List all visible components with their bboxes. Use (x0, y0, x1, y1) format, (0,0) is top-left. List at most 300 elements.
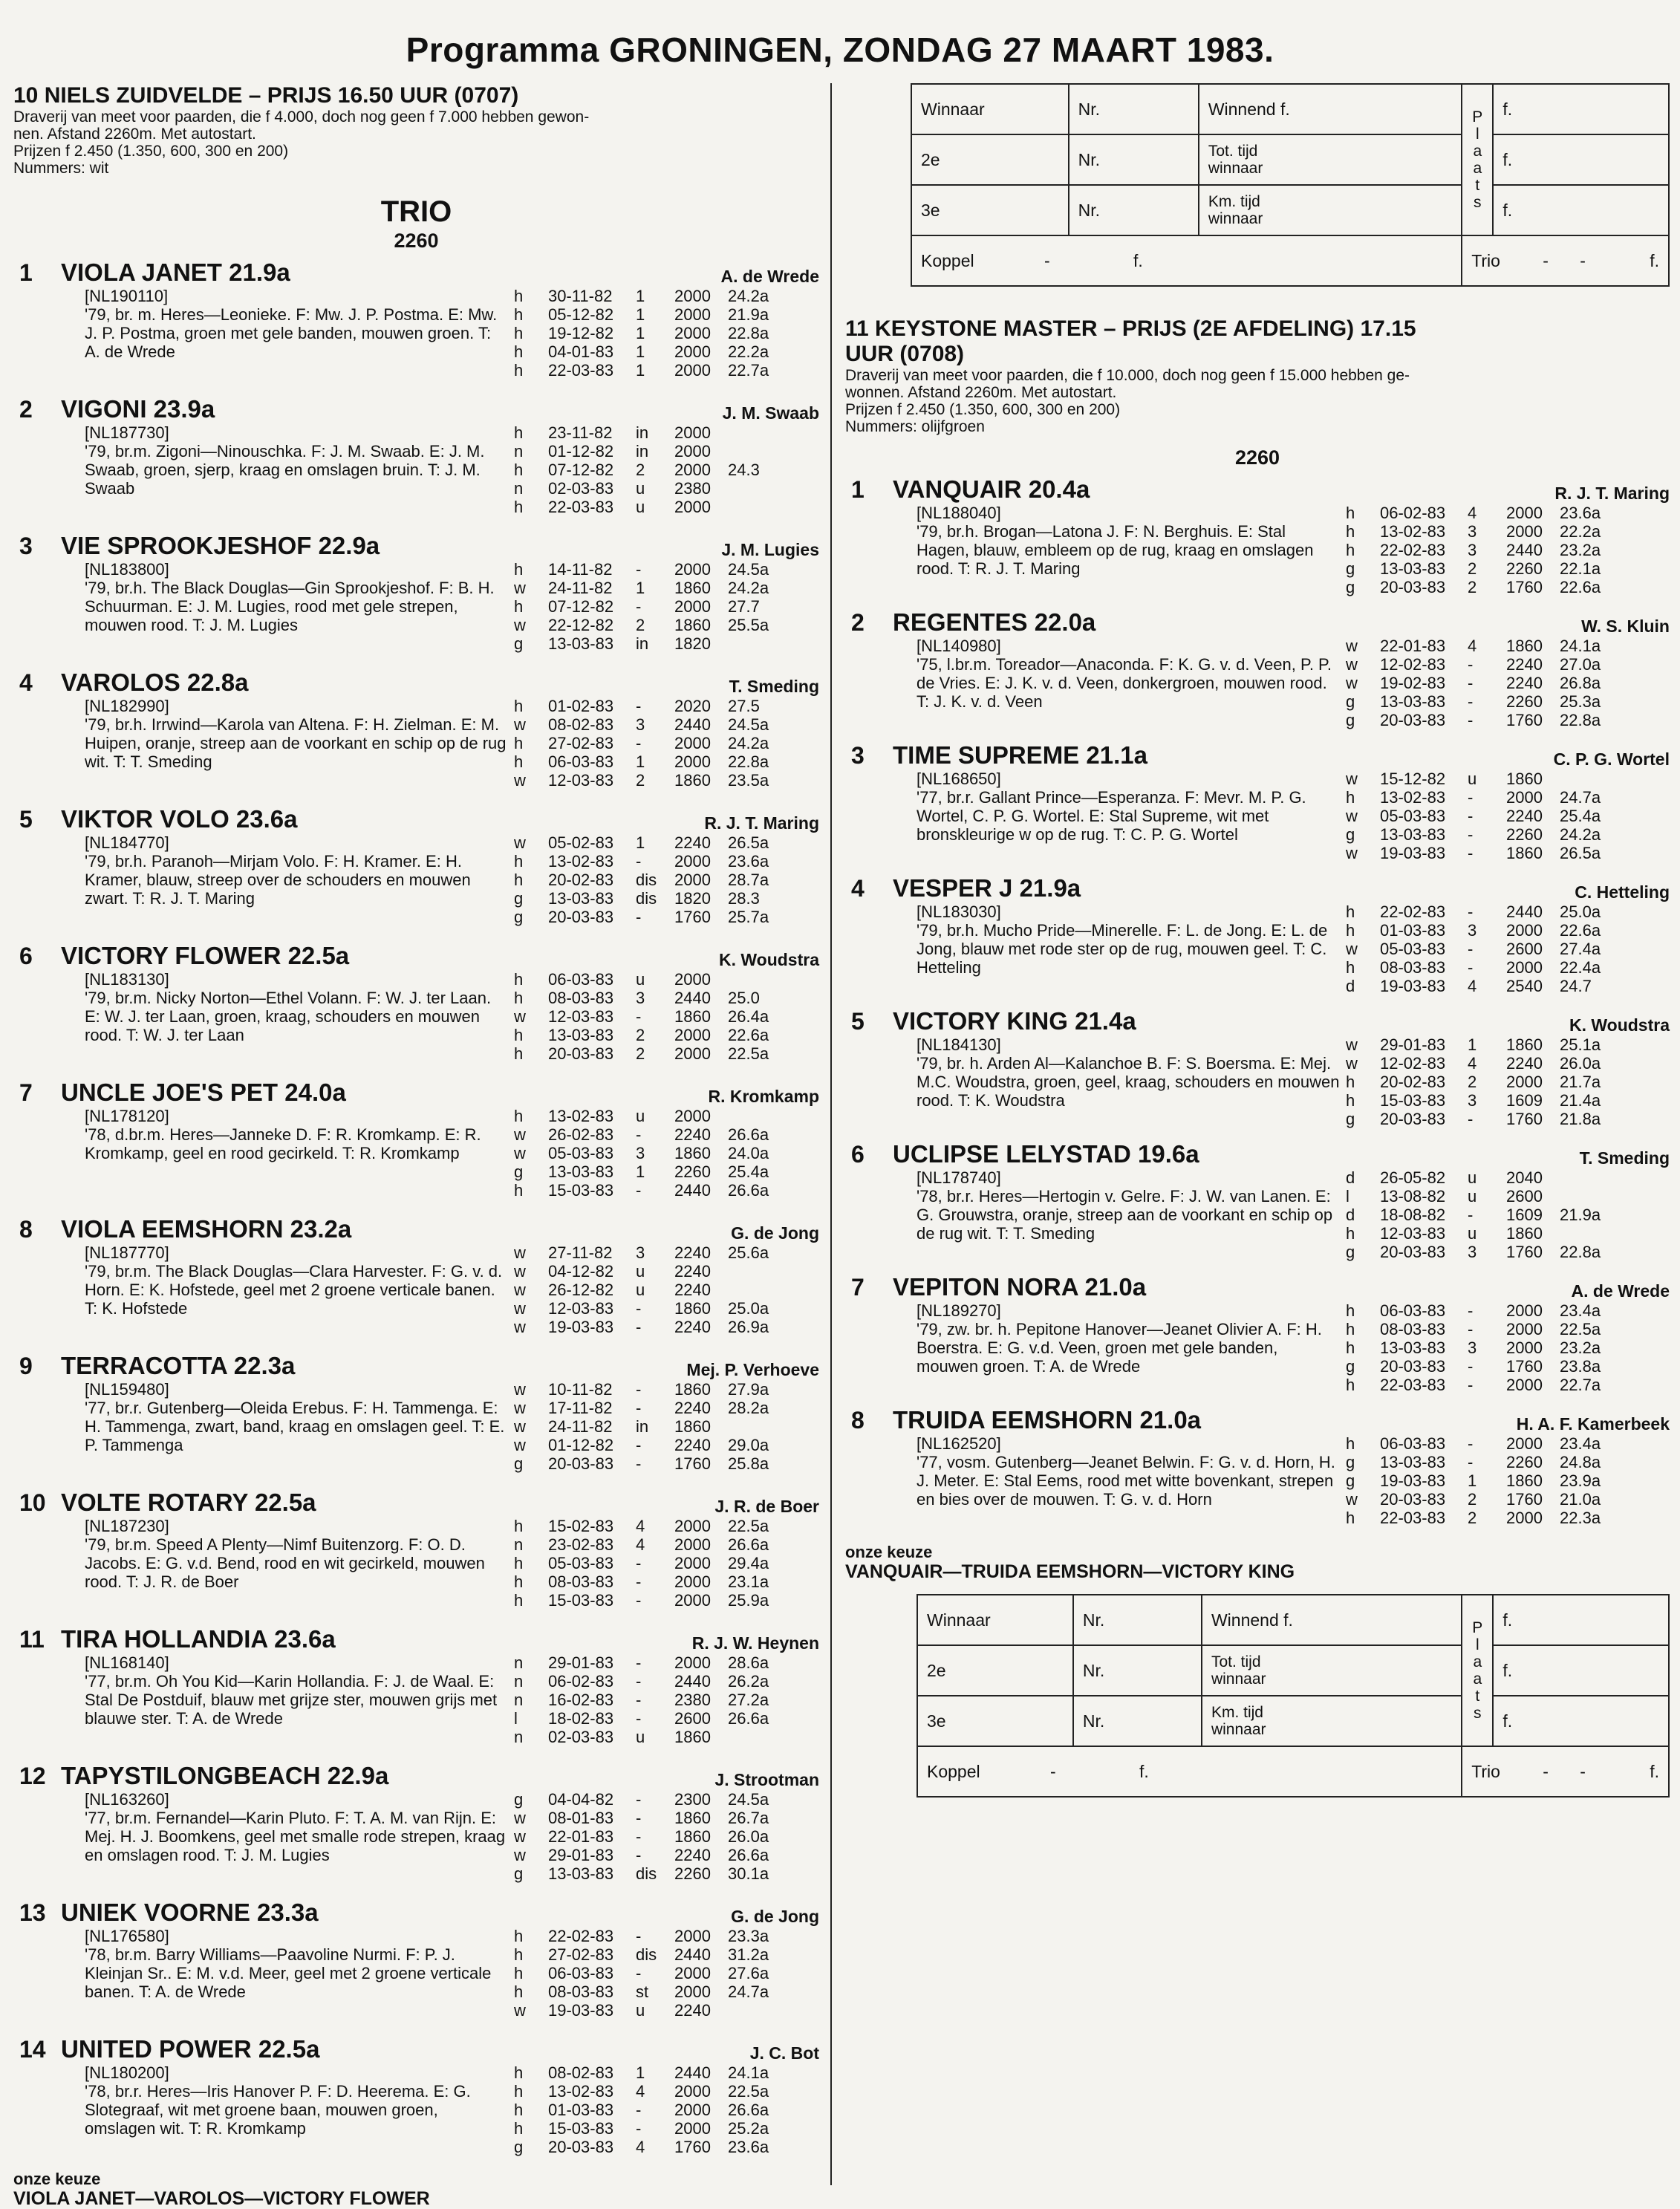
run-time: 22.5a (1560, 1320, 1601, 1338)
track-code: h (1346, 1320, 1355, 1338)
run-time: 22.1a (1560, 559, 1601, 578)
run-time: 26.6a (728, 1181, 769, 1200)
placing: dis (636, 1864, 657, 1883)
run-row (1346, 1509, 1619, 1527)
horse-description (916, 504, 1340, 596)
placing: - (1468, 1206, 1474, 1224)
placing: - (1468, 655, 1474, 674)
run-time (1560, 1187, 1619, 1206)
track-code: g (1346, 1110, 1355, 1128)
race-11-keuze (845, 1543, 1670, 1582)
placing: 2 (636, 616, 645, 634)
track-code: h (1346, 1509, 1355, 1527)
entry-header (13, 2034, 819, 2063)
horse-entry (13, 530, 819, 653)
track-code: d (1346, 977, 1355, 995)
run-time: 28.2a (728, 1399, 769, 1417)
track-code: h (514, 361, 524, 380)
run-date: 20-03-83 (1380, 1110, 1446, 1128)
race-11-title-cont: UUR (0708) (845, 342, 965, 366)
track-code: l (514, 1709, 518, 1728)
run-row (514, 342, 787, 361)
entry-body (13, 1243, 819, 1336)
run-time: 31.2a (728, 1945, 769, 1964)
run-row (514, 2001, 787, 2020)
run-time: 22.3a (1560, 1509, 1601, 1527)
run-date: 02-03-83 (548, 479, 614, 498)
result-row-bets (917, 1746, 1669, 1797)
run-row (1346, 1091, 1619, 1110)
horse-name: REGENTES 22.0a (893, 608, 1096, 636)
registration-code: [NL159480] (85, 1380, 169, 1399)
horse-name: TRUIDA EEMSHORN 21.0a (893, 1406, 1202, 1434)
result-row (911, 134, 1669, 185)
run-date: 13-03-83 (548, 1026, 614, 1044)
placing: - (636, 908, 642, 926)
track-code: h (1346, 788, 1355, 807)
run-time: 22.4a (1560, 958, 1601, 977)
run-distance: 2000 (1506, 1376, 1543, 1394)
run-distance: 2000 (1506, 1320, 1543, 1338)
run-distance: 2000 (674, 970, 711, 989)
track-code: g (1346, 825, 1355, 844)
placing: 1 (636, 324, 645, 342)
run-date: 26-02-83 (548, 1125, 614, 1144)
track-code: n (514, 1653, 524, 1672)
start-number: 5 (851, 1008, 865, 1035)
plaats-letter: l (1475, 126, 1479, 143)
run-date: 19-03-83 (548, 1318, 614, 1336)
trainer-name: C. P. G. Wortel (1553, 749, 1670, 769)
run-date: 13-02-83 (1380, 788, 1446, 807)
run-distance: 1760 (1506, 578, 1543, 596)
run-row (514, 1728, 787, 1746)
run-time: 25.7a (728, 908, 769, 926)
run-distance: 1820 (674, 634, 711, 653)
horse-description (85, 1107, 508, 1200)
horse-name: VIOLA JANET 21.9a (61, 258, 290, 286)
run-date: 15-03-83 (1380, 1091, 1446, 1110)
run-row (514, 1790, 787, 1809)
start-number: 3 (19, 533, 33, 559)
number-label: Nr. (1073, 1595, 1202, 1645)
run-date: 13-03-83 (1380, 1338, 1446, 1357)
pedigree-text: '79, zw. br. h. Pepitone Hanover—Jeanet Olivier A. F: H. Boerstra. E: G. v.d. Veen, groen met gele banden, mouwen groen. T: A. de Wrede (916, 1320, 1322, 1376)
track-code: g (514, 1162, 524, 1181)
registration-code: [NL184130] (916, 1035, 1001, 1054)
run-date: 19-03-83 (548, 2001, 614, 2020)
run-time: 28.3 (728, 889, 760, 908)
placing: - (636, 1399, 642, 1417)
placing: u (1468, 1168, 1477, 1187)
trainer-name: G. de Jong (731, 1223, 819, 1243)
horse-entry (845, 1272, 1670, 1394)
pedigree-text: '79, br.h. Mucho Pride—Minerelle. F: L. de Jong. E: L. de Jong, blauw met rode ster op de rug, mouwen geel. T: C. Hetteling (916, 921, 1328, 977)
pedigree-text: '75, l.br.m. Toreador—Anaconda. F: K. G. v. d. Veen, P. P. de Vries. E: J. K. v. d. Veen, donkergroen, mouwen rood. T: J. K. v. d. Veen (916, 655, 1332, 711)
run-time: 26.6a (728, 1535, 769, 1554)
entry-header (13, 1487, 819, 1517)
entry-header (845, 1139, 1670, 1168)
run-date: 19-03-83 (1380, 844, 1446, 862)
run-distance: 2540 (1506, 977, 1543, 995)
run-time: 26.4a (728, 1007, 769, 1026)
run-row (1346, 1320, 1619, 1338)
entry-header (845, 740, 1670, 770)
start-number: 12 (19, 1763, 46, 1789)
recent-runs (514, 1653, 787, 1746)
run-distance: 2000 (674, 1653, 711, 1672)
registration-code: [NL178740] (916, 1168, 1001, 1187)
run-row (1346, 825, 1619, 844)
horse-name: UNCLE JOE'S PET 24.0a (61, 1079, 346, 1106)
start-number: 13 (19, 1899, 46, 1926)
run-row (514, 461, 787, 479)
registration-code: [NL190110] (85, 287, 169, 305)
track-code: w (514, 715, 526, 734)
dash: - (1050, 1761, 1056, 1781)
track-code: h (1346, 1301, 1355, 1320)
track-code: h (514, 1107, 524, 1125)
track-code: n (514, 1728, 524, 1746)
run-date: 02-03-83 (548, 1728, 614, 1746)
entry-header (13, 1214, 819, 1243)
run-distance: 2000 (674, 2101, 711, 2119)
placing: 4 (636, 2082, 645, 2101)
koppel-line (927, 1762, 1452, 1782)
run-row (514, 1125, 787, 1144)
recent-runs (514, 1243, 787, 1336)
run-time: 26.6a (728, 2101, 769, 2119)
run-row (514, 616, 787, 634)
track-code: h (514, 871, 524, 889)
race-11-desc-line: Nummers: olijfgroen (845, 418, 985, 435)
run-row (514, 560, 787, 579)
run-distance: 1860 (1506, 637, 1543, 655)
run-row (1346, 692, 1619, 711)
run-time: 23.2a (1560, 1338, 1601, 1357)
placing: 3 (1468, 1091, 1477, 1110)
track-code: w (1346, 637, 1358, 655)
placing: - (1468, 1110, 1474, 1128)
plaats-letter: t (1475, 1688, 1480, 1705)
run-time: 24.7a (728, 1982, 769, 2001)
pedigree-text: '79, br.m. Speed A Plenty—Nimf Buitenzorg. F: O. D. Jacobs. E: G. v.d. Bend, rood en wit gecirkeld, mouwen rood. T: J. R. de Boer (85, 1535, 485, 1591)
placing: u (636, 1728, 645, 1746)
track-code: w (1346, 655, 1358, 674)
placing: - (636, 1672, 642, 1691)
run-date: 06-03-83 (548, 970, 614, 989)
run-row (514, 1162, 787, 1181)
registration-code: [NL180200] (85, 2063, 169, 2082)
track-code: h (1346, 921, 1355, 940)
run-time: 25.0 (728, 989, 760, 1007)
pedigree-text: '79, br.h. Irrwind—Karola van Altena. F: H. Zielman. E: M. Huipen, oranje, streep aan de voorkant en schip op de rug wit. T: T. Smeding (85, 715, 507, 771)
amount-label (1202, 1645, 1462, 1696)
run-date: 12-03-83 (548, 1007, 614, 1026)
placing: 3 (636, 1144, 645, 1162)
run-time: 22.5a (728, 1044, 769, 1063)
race-10-column (13, 83, 819, 2209)
run-row (514, 1044, 787, 1063)
start-number: 11 (19, 1626, 45, 1653)
run-date: 05-03-83 (548, 1554, 614, 1572)
run-time: 22.6a (728, 1026, 769, 1044)
payout-label: f. (1650, 250, 1659, 270)
run-date: 22-03-83 (1380, 1509, 1446, 1527)
run-row (1346, 844, 1619, 862)
registration-code: [NL184770] (85, 833, 169, 852)
run-time: 24.5a (728, 1790, 769, 1809)
placing: u (636, 1262, 645, 1281)
run-distance: 2000 (674, 1982, 711, 2001)
payout-label: f. (1493, 84, 1669, 134)
run-time: 23.1a (728, 1572, 769, 1591)
second-label: 2e (917, 1645, 1073, 1696)
track-code: h (514, 1964, 524, 1982)
entry-header (13, 1077, 819, 1107)
run-distance: 1860 (1506, 844, 1543, 862)
registration-code: [NL176580] (85, 1927, 169, 1945)
run-distance: 2000 (674, 752, 711, 771)
entry-header (13, 1760, 819, 1790)
run-date: 20-03-83 (548, 2138, 614, 2156)
placing: 3 (636, 1243, 645, 1262)
trainer-name: K. Woudstra (1569, 1015, 1670, 1035)
run-time: 23.6a (728, 2138, 769, 2156)
track-code: h (514, 1982, 524, 2001)
run-time: 28.6a (728, 1653, 769, 1672)
run-distance: 2260 (674, 1162, 711, 1181)
run-distance: 2000 (674, 324, 711, 342)
run-date: 13-03-83 (548, 889, 614, 908)
trainer-name: J. M. Lugies (721, 540, 819, 559)
track-code: w (514, 1262, 526, 1281)
amount-label-line: winnaar (1211, 1670, 1266, 1688)
horse-description (85, 423, 508, 516)
track-code: h (514, 498, 524, 516)
trainer-name: H. A. F. Kamerbeek (1516, 1414, 1670, 1434)
placing: - (636, 1827, 642, 1846)
run-date: 15-03-83 (548, 1181, 614, 1200)
track-code: w (1346, 674, 1358, 692)
race-11-desc-line: Prijzen f 2.450 (1.350, 600, 300 en 200) (845, 401, 1121, 418)
run-row (1346, 637, 1619, 655)
plaats-letter: P (1472, 1619, 1483, 1636)
entry-body (845, 770, 1670, 862)
horse-description (85, 2063, 508, 2156)
trio-line (1471, 251, 1659, 271)
run-row (514, 970, 787, 989)
recent-runs (1346, 770, 1619, 862)
run-date: 22-02-83 (1380, 541, 1446, 559)
run-distance: 2000 (674, 461, 711, 479)
track-code: g (514, 634, 524, 653)
entry-header (13, 1624, 819, 1653)
race-10-desc-line: nen. Afstand 2260m. Met autostart. (13, 126, 256, 143)
run-time: 24.2a (728, 734, 769, 752)
placing: u (1468, 1187, 1477, 1206)
placing: 4 (636, 2138, 645, 2156)
placing: 2 (1468, 1073, 1477, 1091)
entry-body (13, 1653, 819, 1746)
run-row (1346, 1224, 1619, 1243)
run-distance: 2240 (674, 1262, 711, 1281)
start-number: 9 (19, 1353, 33, 1379)
placing: 4 (636, 1535, 645, 1554)
run-date: 01-12-82 (548, 442, 614, 461)
winner-label: Winnaar (911, 84, 1069, 134)
entry-header (845, 873, 1670, 902)
run-time: 23.4a (1560, 1434, 1601, 1453)
run-row (1346, 921, 1619, 940)
track-code: w (514, 1007, 526, 1026)
track-code: w (514, 1399, 526, 1417)
pedigree-text: '77, vosm. Gutenberg—Jeanet Belwin. F: G. v. d. Horn, H. J. Meter. E: Stal Eems, rood met witte bovenkant, strepen en bies over de mouwen. T: G. v. d. Horn (916, 1453, 1335, 1509)
third-label: 3e (917, 1696, 1073, 1746)
placing: - (636, 2119, 642, 2138)
horse-entry (845, 873, 1670, 995)
run-time: 24.3 (728, 461, 760, 479)
horse-entry (13, 1077, 819, 1200)
horse-description (916, 1301, 1340, 1394)
run-distance: 1609 (1506, 1091, 1543, 1110)
run-date: 27-02-83 (548, 734, 614, 752)
placing: - (1468, 1453, 1474, 1471)
trainer-name: W. S. Kluin (1581, 616, 1670, 636)
horse-name: VIGONI 23.9a (61, 395, 215, 423)
placing: 3 (636, 989, 645, 1007)
run-distance: 2240 (674, 1436, 711, 1454)
horse-description (85, 287, 508, 380)
placing: in (636, 1417, 649, 1436)
run-date: 29-01-83 (548, 1846, 614, 1864)
placing: - (1468, 1357, 1474, 1376)
run-date: 07-12-82 (548, 461, 614, 479)
run-row (514, 2101, 787, 2119)
placing: - (1468, 1320, 1474, 1338)
run-time: 24.8a (1560, 1453, 1601, 1471)
start-number: 8 (19, 1216, 33, 1243)
run-distance: 2600 (674, 1709, 711, 1728)
run-time: 23.3a (728, 1927, 769, 1945)
run-time: 22.8a (1560, 1243, 1601, 1261)
track-code: h (514, 1181, 524, 1200)
track-code: h (514, 1591, 524, 1610)
run-date: 22-03-83 (548, 361, 614, 380)
run-row (1346, 940, 1619, 958)
run-date: 13-08-82 (1380, 1187, 1446, 1206)
placing: - (636, 1436, 642, 1454)
race-10-desc-line: Draverij van meet voor paarden, die f 4.000, doch nog geen f 7.000 hebben gewon- (13, 108, 590, 126)
run-date: 04-12-82 (548, 1262, 614, 1281)
registration-code: [NL163260] (85, 1790, 169, 1809)
run-time (728, 1281, 787, 1299)
run-row (514, 597, 787, 616)
run-time: 22.6a (1560, 578, 1601, 596)
run-distance: 2000 (674, 1026, 711, 1044)
run-date: 08-03-83 (548, 1982, 614, 2001)
run-distance: 2380 (674, 479, 711, 498)
number-label: Nr. (1069, 84, 1199, 134)
horse-description (916, 637, 1340, 729)
track-code: h (514, 1554, 524, 1572)
entry-body (13, 560, 819, 653)
placing: - (636, 1454, 642, 1473)
pedigree-text: '77, br.r. Gallant Prince—Esperanza. F: Mevr. M. P. G. Wortel, C. P. G. Wortel. E: Stal Supreme, wit met bronskleurige w op de rug. T: C. P. G. Wortel (916, 788, 1306, 844)
run-time: 22.5a (728, 2082, 769, 2101)
placing: 4 (636, 1517, 645, 1535)
race-11-desc-line: wonnen. Afstand 2260m. Met autostart. (845, 384, 1117, 401)
run-distance: 2000 (674, 1591, 711, 1610)
run-row (514, 423, 787, 442)
run-row (514, 1809, 787, 1827)
placing: - (1468, 825, 1474, 844)
run-date: 13-02-83 (548, 2082, 614, 2101)
horse-description (85, 1380, 508, 1473)
run-row (514, 1107, 787, 1125)
placing: 3 (1468, 522, 1477, 541)
run-distance: 2000 (1506, 504, 1543, 522)
run-date: 20-03-83 (548, 1454, 614, 1473)
placing: u (636, 970, 645, 989)
track-code: g (1346, 711, 1355, 729)
placing: - (636, 2101, 642, 2119)
entry-body (13, 697, 819, 790)
run-date: 12-03-83 (548, 771, 614, 790)
run-time: 24.7 (1560, 977, 1592, 995)
run-row (514, 1554, 787, 1572)
run-row (1346, 1338, 1619, 1357)
track-code: g (514, 1864, 524, 1883)
run-row (514, 1535, 787, 1554)
run-distance: 2240 (674, 1243, 711, 1262)
run-date: 13-03-83 (548, 1162, 614, 1181)
run-distance: 2600 (1506, 940, 1543, 958)
placing: - (636, 1572, 642, 1591)
run-row (514, 1572, 787, 1591)
run-distance: 2020 (674, 697, 711, 715)
race-11-desc-line: Draverij van meet voor paarden, die f 10.000, doch nog geen f 15.000 hebben ge- (845, 367, 1410, 384)
run-date: 08-02-83 (548, 715, 614, 734)
placing: u (636, 479, 645, 498)
dash: - (1543, 1761, 1549, 1781)
run-date: 12-03-83 (548, 1299, 614, 1318)
run-time: 30.1a (728, 1864, 769, 1883)
horse-entry (13, 1350, 819, 1473)
placing: - (636, 1007, 642, 1026)
placing: - (1468, 844, 1474, 862)
registration-code: [NL182990] (85, 697, 169, 715)
run-date: 04-04-82 (548, 1790, 614, 1809)
run-row (1346, 1035, 1619, 1054)
entry-header (13, 940, 819, 970)
run-date: 06-03-83 (548, 752, 614, 771)
run-date: 20-03-83 (1380, 578, 1446, 596)
run-distance: 2000 (1506, 958, 1543, 977)
placing: 3 (636, 715, 645, 734)
track-code: h (514, 1517, 524, 1535)
track-code: n (514, 1691, 524, 1709)
track-code: n (514, 479, 524, 498)
run-row (514, 1181, 787, 1200)
pedigree-text: '78, br.m. Barry Williams—Paavoline Nurmi. F: P. J. Kleinjan Sr.. E: M. v.d. Meer, geel met 2 groene verticale banen. T: A. de Wrede (85, 1945, 492, 2001)
placing: 2 (1468, 1490, 1477, 1509)
run-distance: 2000 (674, 2119, 711, 2138)
run-row (514, 1454, 787, 1473)
run-row (514, 852, 787, 871)
run-row (1346, 1168, 1619, 1187)
run-row (1346, 711, 1619, 729)
